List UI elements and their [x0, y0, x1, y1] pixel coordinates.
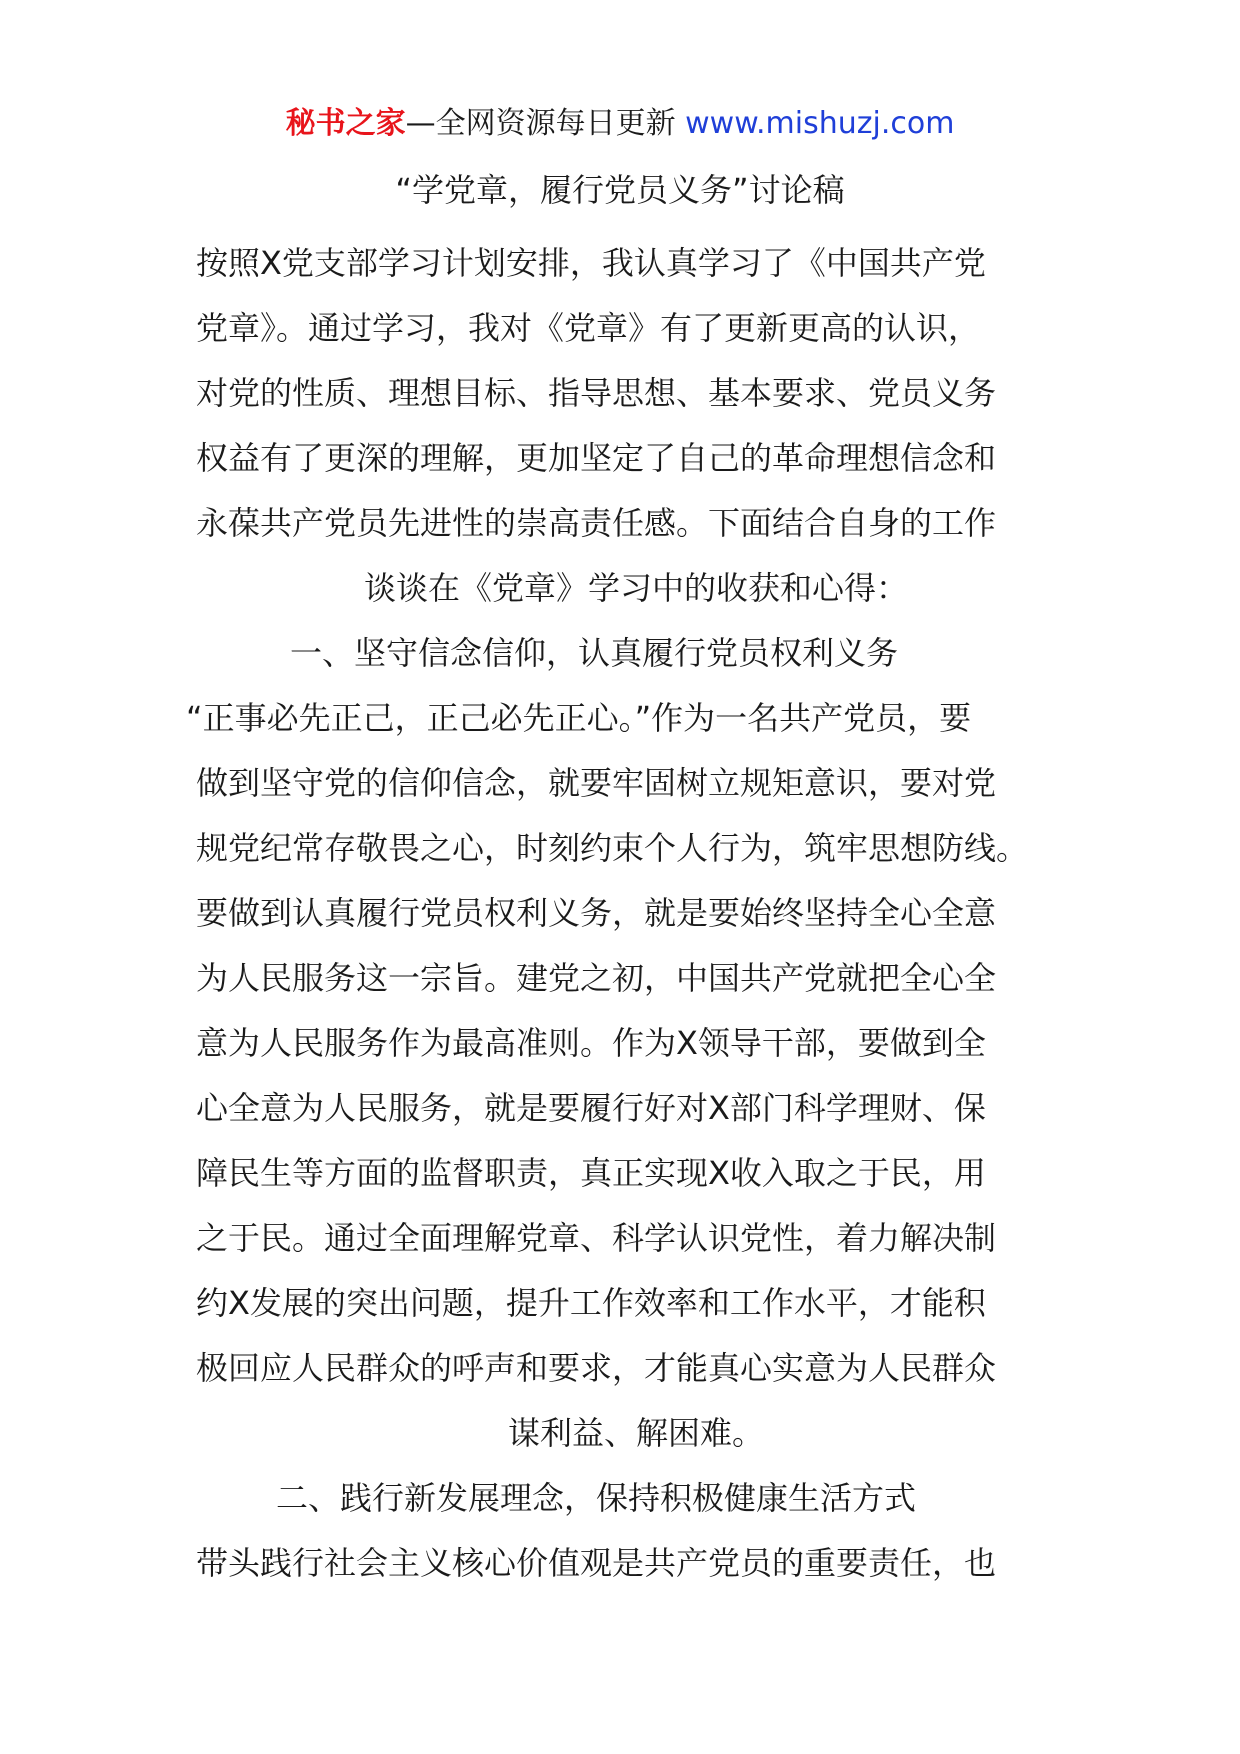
- section-heading: 二、践行新发展理念，保持积极健康生活方式: [276, 1479, 917, 1517]
- paragraph-line: 带头践行社会主义核心价值观是共产党员的重要责任，也: [196, 1544, 997, 1582]
- document-body: [186, 231, 1076, 1596]
- paragraph-line: “正事必先正己，正己必先正心。”作为一名共产党员，要: [186, 699, 972, 737]
- paragraph-line: 党章》。通过学习，我对《党章》有了更新更高的认识，: [196, 309, 981, 347]
- brand-name: 秘书之家: [285, 106, 406, 141]
- paragraph-line: 约X发展的突出问题，提升工作效率和工作水平，才能积: [196, 1284, 986, 1322]
- site-link[interactable]: www.mishuzj.com: [685, 106, 955, 141]
- paragraph-line: 极回应人民群众的呼声和要求，才能真心实意为人民群众: [196, 1349, 997, 1387]
- paragraph-line: 规党纪常存敬畏之心，时刻约束个人行为，筑牢思想防线。: [196, 829, 1029, 867]
- paragraph-line: 之于民。通过全面理解党章、科学认识党性，着力解决制: [196, 1219, 997, 1257]
- paragraph-line: 永葆共产党员先进性的崇高责任感。下面结合自身的工作: [196, 504, 997, 542]
- paragraph-line: 障民生等方面的监督职责，真正实现X收入取之于民，用: [196, 1154, 986, 1192]
- section-heading: 一、坚守信念信仰，认真履行党员权利义务: [290, 634, 899, 672]
- paragraph-line: 按照X党支部学习计划安排，我认真学习了《中国共产党: [196, 244, 986, 282]
- paragraph-line: 心全意为人民服务，就是要履行好对X部门科学理财、保: [196, 1089, 986, 1127]
- header-slogan: —全网资源每日更新: [405, 106, 686, 141]
- paragraph-line: 谈谈在《党章》学习中的收获和心得：: [363, 569, 908, 607]
- paragraph-line: 谋利益、解困难。: [507, 1414, 764, 1452]
- paragraph-line: 权益有了更深的理解，更加坚定了自己的革命理想信念和: [196, 439, 997, 477]
- page-header: [0, 104, 1240, 144]
- paragraph-line: 要做到认真履行党员权利义务，就是要始终坚持全心全意: [196, 894, 997, 932]
- paragraph-line: 意为人民服务作为最高准则。作为X领导干部，要做到全: [196, 1024, 986, 1062]
- paragraph-line: 对党的性质、理想目标、指导思想、基本要求、党员义务: [196, 374, 997, 412]
- paragraph-line: 为人民服务这一宗旨。建党之初，中国共产党就把全心全: [196, 959, 997, 997]
- paragraph-line: 做到坚守党的信仰信念，就要牢固树立规矩意识，要对党: [196, 764, 997, 802]
- document-title: “学党章，履行党员义务”讨论稿: [395, 171, 845, 209]
